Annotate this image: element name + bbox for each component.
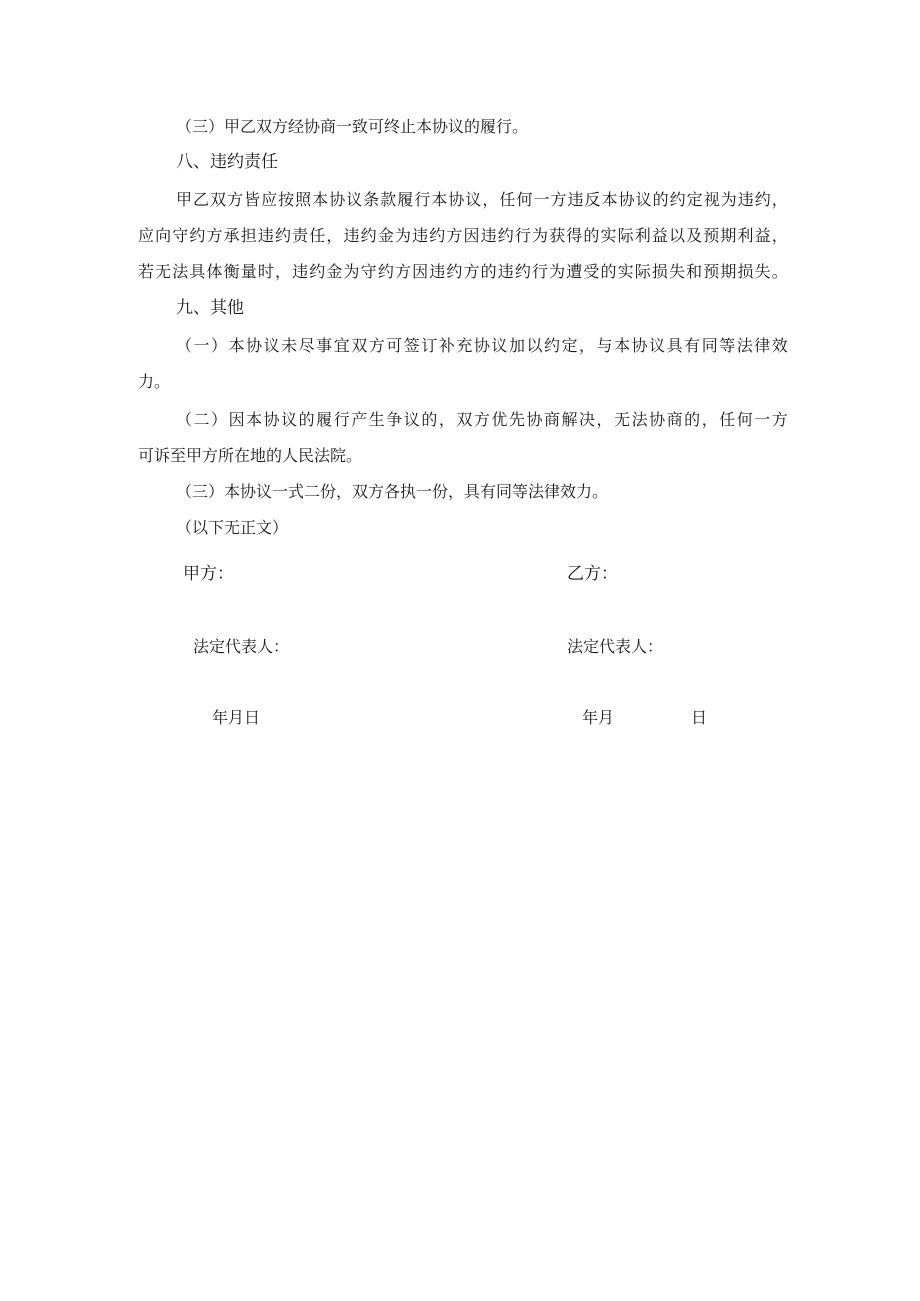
- clause-9-item-1-line-1: （一）本协议未尽事宜双方可签订补充协议加以约定，与本协议具有同等法律效: [176, 336, 788, 355]
- party-b-label: 乙方：: [567, 564, 618, 584]
- clause-7-item-3: （三）甲乙双方经协商一致可终止本协议的履行。: [176, 117, 529, 136]
- clause-9-item-3: （三）本协议一式二份，双方各执一份，具有同等法律效力。: [176, 482, 609, 501]
- clause-9-item-1-line-2: 力。: [138, 372, 171, 391]
- end-of-text-note: （以下无正文）: [176, 518, 289, 537]
- party-b-date-day: 日: [691, 708, 708, 727]
- party-a-representative-label: 法定代表人：: [193, 637, 290, 656]
- clause-9-item-2-line-1: （二）因本协议的履行产生争议的，双方优先协商解决，无法协商的，任何一方: [176, 410, 788, 429]
- clause-9-heading: 九、其他: [176, 298, 244, 318]
- party-a-label: 甲方：: [183, 564, 234, 584]
- party-a-date: 年月日: [212, 708, 261, 727]
- clause-8-para-line-2: 应向守约方承担违约责任，违约金为违约方因违约行为获得的实际利益以及预期利益，: [138, 226, 788, 245]
- clause-8-heading: 八、违约责任: [176, 152, 278, 172]
- party-b-representative-label: 法定代表人：: [567, 637, 664, 656]
- clause-8-para-line-3: 若无法具体衡量时，违约金为守约方因违约方的违约行为遭受的实际损失和预期损失。: [138, 262, 788, 281]
- party-b-date-year-month: 年月: [582, 708, 615, 727]
- clause-9-item-2-line-2: 可诉至甲方所在地的人民法院。: [138, 446, 363, 465]
- clause-8-para-line-1: 甲乙双方皆应按照本协议条款履行本协议，任何一方违反本协议的约定视为违约，: [176, 190, 788, 209]
